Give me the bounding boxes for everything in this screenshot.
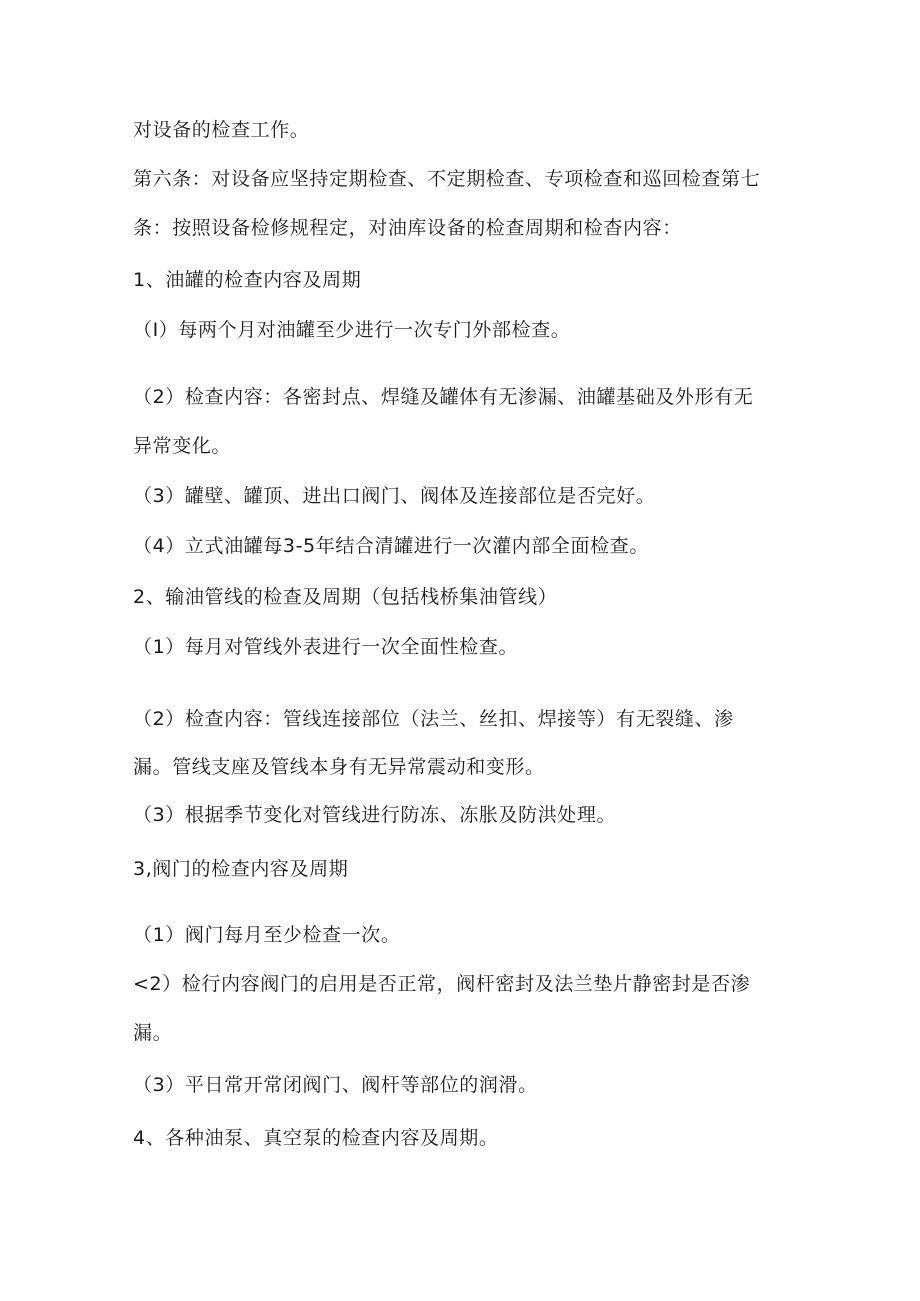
section-heading: 4、各种油泵、真空泵的检查内容及周期。 — [133, 1127, 499, 1149]
section-heading: 3,阀门的检查内容及周期 — [133, 858, 349, 880]
text-line: （2）检查内容：各密封点、焊缝及罐体有无渗漏、油罐基础及外形有无 — [133, 386, 754, 408]
text-line: 异常变化。 — [133, 435, 232, 457]
text-line: （3）罐壁、罐顶、进出口阀门、阀体及连接部位是否完好。 — [133, 485, 656, 507]
text-line: 条：按照设备检修规程定，对油库设备的检查周期和检杳内容： — [133, 217, 682, 239]
text-line: （4）立式油罐每3-5年结合清罐进行一次灌内部全面检查。 — [133, 535, 649, 557]
text-line: 漏。管线支座及管线本身有无异常震动和变形。 — [133, 756, 545, 778]
text-line: <2）检行内容阀门的启用是否正常，阀杆密封及法兰垫片静密封是否渗 — [133, 973, 751, 995]
text-line: （2）检查内容：管线连接部位（法兰、丝扣、焊接等）有无裂缝、渗 — [133, 708, 734, 730]
section-heading: 2、输油管线的检查及周期（包括栈桥集油管线） — [133, 586, 558, 608]
text-line: 对设备的检查工作。 — [133, 119, 310, 141]
text-line: （1）每月对管线外表进行一次全面性检查。 — [133, 636, 519, 658]
text-line: 漏。 — [133, 1022, 173, 1044]
text-line: （1）阀门每月至少检查一次。 — [133, 924, 401, 946]
text-line: （3）根据季节变化对管线进行防冻、冻胀及防洪处理。 — [133, 804, 617, 826]
text-line: （3）平日常开常闭阀门、阀杆等部位的润滑。 — [133, 1074, 538, 1096]
text-line: （I）每两个月对油罐至少进行一次专门外部检查。 — [133, 319, 571, 341]
text-line: 第六条：对设备应坚持定期检查、不定期检查、专项检查和巡回检查第七 — [133, 168, 761, 190]
section-heading: 1、油罐的检查内容及周期 — [133, 269, 362, 291]
